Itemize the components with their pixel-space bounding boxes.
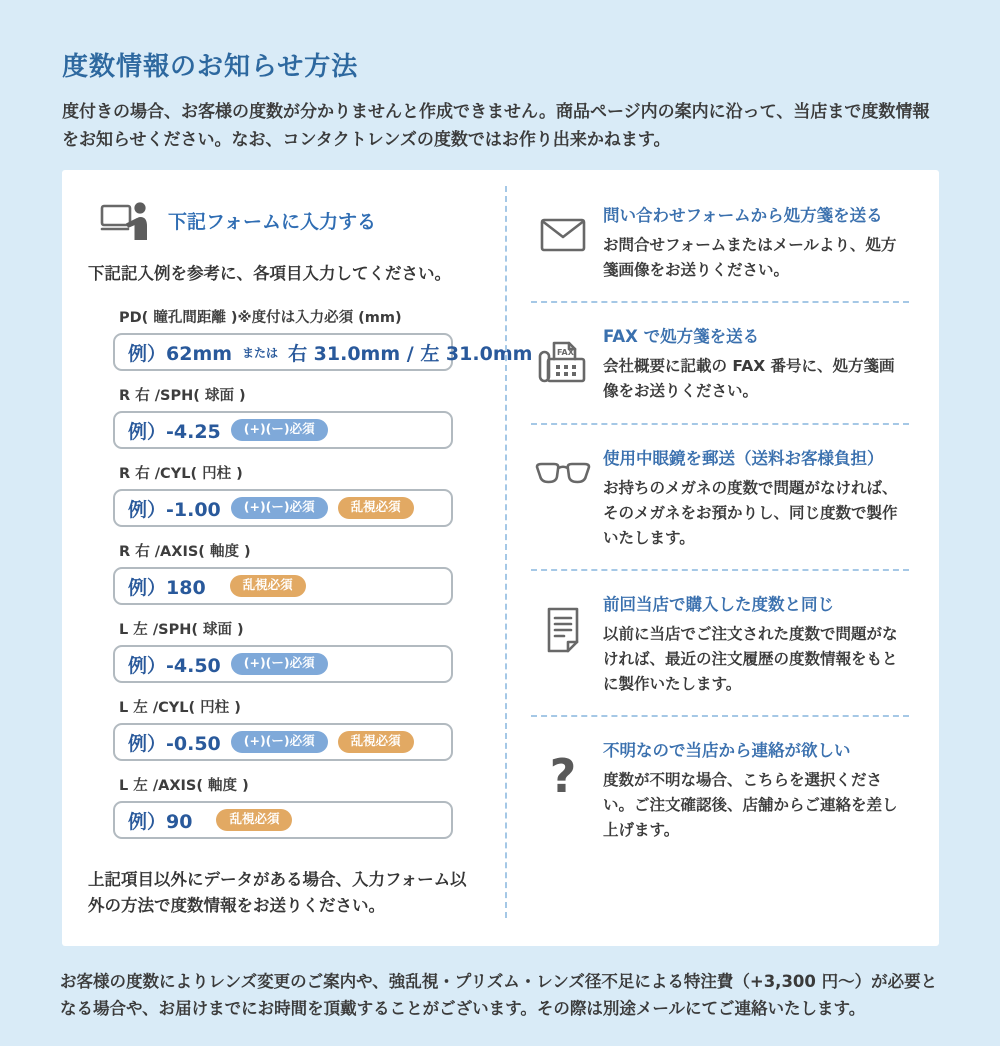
example-value: 例）62mm [128,342,233,365]
example-value: 右 31.0mm / 左 31.0mm [288,342,533,365]
example-box-pd [113,333,533,371]
method-heading: FAX で処方箋を送る [603,327,760,347]
badge-plus-minus-required: (+)(ー)必須 [231,653,328,675]
example-value: 例）180 [128,576,206,599]
method-mail-glasses [531,423,909,569]
form-section-header [100,200,505,240]
form-field-r-cyl [113,462,453,527]
field-label-l-cyl: L 左 /CYL( 円柱 ) [119,700,241,717]
form-note: 上記項目以外にデータがある場合、入力フォーム以外の方法で度数情報をお送りください。 [88,870,467,916]
form-field-pd [113,306,533,371]
badge-plus-minus-required: (+)(ー)必須 [231,497,328,519]
method-previous-order [531,569,909,715]
mail-icon [531,202,595,283]
method-fax [531,301,909,422]
fax-icon-label: FAX [557,348,574,358]
form-instruction: 下記記入例を参考に、各項目入力してください。 [88,264,451,284]
form-rows [113,306,533,839]
glasses-icon [531,445,595,551]
example-box-l-axis [113,801,453,839]
alternative-methods-section [505,170,939,946]
form-input-section [62,170,533,946]
method-contact-form [531,190,909,301]
vertical-dashed-divider [505,186,507,918]
field-label-r-sph: R 右 /SPH( 球面 ) [119,388,246,405]
page-title: 度数情報のお知らせ方法 [62,52,359,82]
form-field-r-sph [113,384,453,449]
example-box-r-cyl [113,489,453,527]
footer-note: お客様の度数によりレンズ変更のご案内や、強乱視・プリズム・レンズ径不足による特注費（+3,300 円～）が必要となる場合や、お届けまでにお時間を頂戴することがございます。その際は別途メールにてご連絡いたします。 [60,971,938,1019]
example-value: 例）-1.00 [128,498,221,521]
form-field-l-sph [113,618,453,683]
example-box-l-cyl [113,723,453,761]
example-value: 例）-4.50 [128,654,221,677]
example-value: 例）-4.25 [128,420,221,443]
form-field-r-axis [113,540,453,605]
example-value: 例）-0.50 [128,732,221,755]
form-field-l-axis [113,774,453,839]
badge-astigmatism-required: 乱視必須 [216,809,292,831]
question-icon [531,737,595,843]
prescription-info-page [0,46,1000,1046]
method-body: 以前に当店でご注文された度数で問題がなければ、最近の注文履歴の度数情報をもとに製作いたします。 [603,624,898,694]
document-icon [531,591,595,697]
form-field-l-cyl [113,696,453,761]
field-label-r-cyl: R 右 /CYL( 円柱 ) [119,466,243,483]
form-section-heading: 下記フォームに入力する [168,210,377,233]
question-mark-glyph: ? [549,749,577,804]
field-label-l-sph: L 左 /SPH( 球面 ) [119,622,244,639]
fax-icon [531,323,595,404]
example-box-l-sph [113,645,453,683]
method-heading: 不明なので当店から連絡が欲しい [603,741,851,761]
example-value: 例）90 [128,810,193,833]
field-label-l-axis: L 左 /AXIS( 軸度 ) [119,778,249,795]
person-at-computer-icon [100,200,152,240]
method-heading: 前回当店で購入した度数と同じ [603,594,834,614]
example-connector: または [242,345,279,360]
method-contact-me [531,715,909,861]
method-body: お持ちのメガネの度数で問題がなければ、そのメガネをお預かりし、同じ度数で製作いたします。 [603,478,898,547]
method-body: 会社概要に記載の FAX 番号に、処方箋画像をお送りください。 [603,357,895,401]
method-body: お問合せフォームまたはメールより、処方箋画像をお送りください。 [603,236,897,280]
example-box-r-axis [113,567,453,605]
intro-text: 度付きの場合、お客様の度数が分かりませんと作成できません。商品ページ内の案内に沿って、当店まで度数情報をお知らせください。なお、コンタクトレンズの度数ではお作り出来かねます。 [62,102,930,150]
methods-panel [62,170,939,946]
method-heading: 問い合わせフォームから処方箋を送る [603,206,883,226]
method-heading: 使用中眼鏡を郵送（送料お客様負担） [603,448,884,468]
badge-astigmatism-required: 乱視必須 [338,731,414,753]
field-label-pd: PD( 瞳孔間距離 )※度付は入力必須 (mm) [119,310,402,327]
badge-astigmatism-required: 乱視必須 [230,575,306,597]
badge-plus-minus-required: (+)(ー)必須 [231,731,328,753]
method-body: 度数が不明な場合、こちらを選択ください。ご注文確認後、店舗からご連絡を差し上げます。 [603,771,898,840]
field-label-r-axis: R 右 /AXIS( 軸度 ) [119,544,251,561]
badge-astigmatism-required: 乱視必須 [338,497,414,519]
example-box-r-sph [113,411,453,449]
badge-plus-minus-required: (+)(ー)必須 [231,419,328,441]
